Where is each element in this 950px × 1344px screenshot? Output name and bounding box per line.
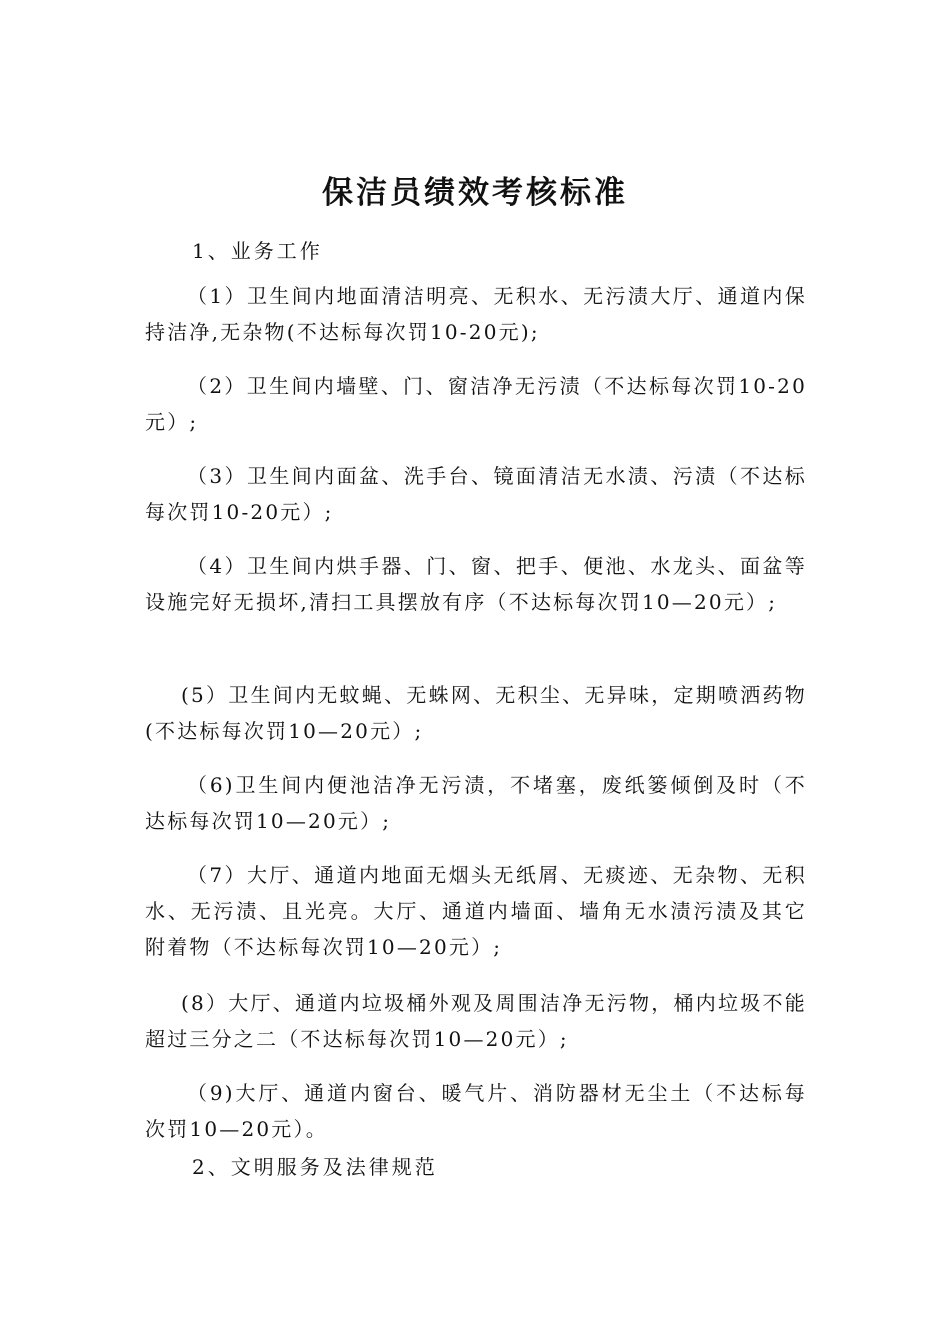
paragraph-item-9: （9)大厅、通道内窗台、暖气片、消防器材无尘土（不达标每次罚10—20元）。 xyxy=(145,1081,807,1141)
paragraph-item-5: (5）卫生间内无蚊蝇、无蛛网、无积尘、无异味，定期喷洒药物(不达标每次罚10—20元）; xyxy=(145,683,807,743)
paragraph-item-8: (8）大厅、通道内垃圾桶外观及周围洁净无污物，桶内垃圾不能超过三分之二（不达标每次罚10—20元）; xyxy=(145,991,807,1051)
section-heading-business: 1、业务工作 xyxy=(192,239,323,263)
paragraph-item-6: （6)卫生间内便池洁净无污渍，不堵塞，废纸篓倾倒及时（不达标每次罚10—20元）; xyxy=(145,773,807,833)
section-heading-civilized-service: 2、文明服务及法律规范 xyxy=(192,1155,438,1179)
document-title: 保洁员绩效考核标准 xyxy=(322,175,628,211)
paragraph-item-1: （1）卫生间内地面清洁明亮、无积水、无污渍大厅、通道内保持洁净,无杂物(不达标每次罚10-20元); xyxy=(145,284,807,344)
paragraph-item-3: （3）卫生间内面盆、洗手台、镜面清洁无水渍、污渍（不达标每次罚10-20元）; xyxy=(145,464,807,524)
paragraph-item-7: （7）大厅、通道内地面无烟头无纸屑、无痰迹、无杂物、无积水、无污渍、且光亮。大厅、通道内墙面、墙角无水渍污渍及其它附着物（不达标每次罚10—20元）; xyxy=(145,863,807,959)
paragraph-item-4: （4）卫生间内烘手器、门、窗、把手、便池、水龙头、面盆等设施完好无损坏,清扫工具摆放有序（不达标每次罚10—20元）; xyxy=(145,554,807,614)
paragraph-item-2: （2）卫生间内墙壁、门、窗洁净无污渍（不达标每次罚10-20元）; xyxy=(145,374,807,434)
